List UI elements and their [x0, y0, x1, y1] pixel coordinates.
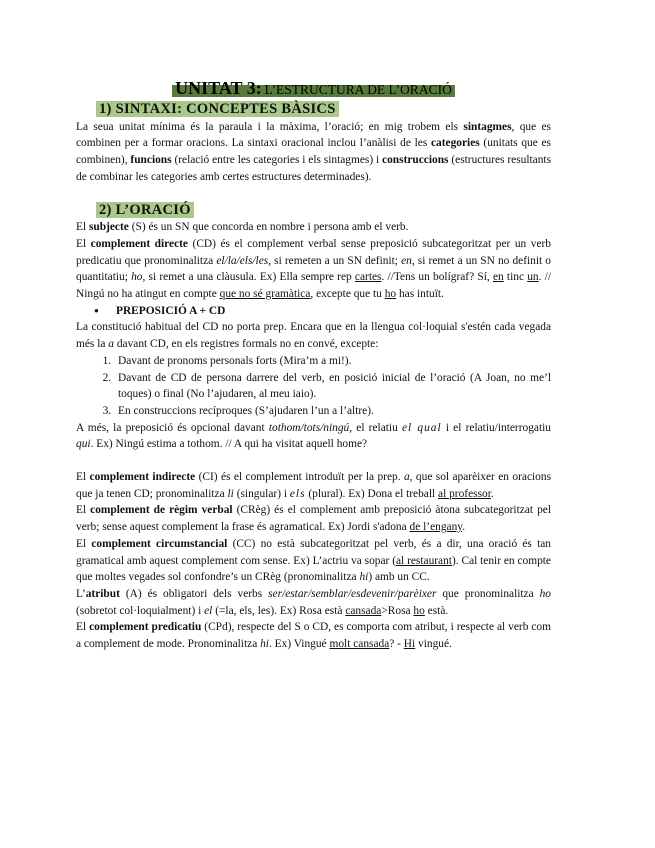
title-highlight: [172, 78, 455, 98]
section-heading-sintaxi: 1) SINTAXI: CONCEPTES BÀSICS: [96, 101, 551, 119]
list-item: 3. En construccions recíproques (S’ajudaren l’un a l’altre).: [114, 403, 551, 420]
paragraph-complement-predicatiu: El complement predicatiu (CPd), respecte del S o CD, es comporta com atribut, i respecte al verb com a complement de mode. Pronominalitza hi. Ex) Vingué molt cansada? - Hi vingué.: [76, 621, 551, 651]
title-subtitle: L’ESTRUCTURA DE L’ORACIÓ: [264, 82, 452, 97]
paragraph-sintaxi: La seua unitat mínima és la paraula i la màxima, l’oració; en mig trobem els sintagmes, que es combinen per a formar oracions. La sintaxi oracional inclou l’anàlisi de les categories (unitats que es combinen), funcions (relació entre les categories i els sintagmes) i construccions (estructures resultants de combinar les categories amb certes estructures determinades).: [76, 120, 552, 183]
title-unit: UNITAT 3:: [175, 78, 262, 98]
list-item: 1. Davant de pronoms personals forts (Mira’m a mi!).: [114, 353, 551, 370]
paragraph-preposicio-opcional: A més, la preposició és opcional davant tothom/tots/ningú, el relatiu el qual i el relatiu/interrogatiu qui. Ex) Ningú estima a tothom. // A qui ha visitat aquell home?: [76, 421, 551, 451]
bullet-list: [76, 303, 551, 320]
document-page: [76, 78, 551, 653]
paragraph-preposicio: La constitució habitual del CD no porta prep. Encara que en la llengua col·loquial s'estén cada vegada més la a davant CD, en els registres formals no en convé, excepte:: [76, 321, 551, 351]
spacer: [76, 453, 551, 469]
paragraph-complement-directe: El complement directe (CD) és el complement verbal sense preposició subcategoritzat per un verb predicatiu que pronominalitza el/la/els/les, si remeten a un SN definit; en, si remet a un SN no definit o quantitatiu; ho, si remet a una clàusula. Ex) Ella sempre rep cartes. //Tens un bolígraf? Sí, en tinc un. // Ningú no ha atingut en compte que no sé gramàtica, excepte que tu ho has intuït.: [76, 237, 552, 301]
paragraph-complement-regim: El complement de règim verbal (CRèg) és el complement amb preposició àtona subcategoritzat pel verb; sense aquest complement la frase és agramatical. Ex) Jordi s'adona de l’engany.: [76, 504, 551, 534]
paragraph-complement-circumstancial: El complement circumstancial (CC) no està subcategoritzat pel verb, és a dir, una oració és tan gramatical amb aquest complement com sense. Ex) L’actriu va sopar (al restaurant). Cal tenir en compte que moltes vegades sol confondre’s un CRèg (pronominalitza hi) amb un CC.: [76, 537, 551, 584]
page-title: [76, 78, 551, 101]
paragraph-complement-indirecte: El complement indirecte (CI) és el complement introduït per la prep. a, que sol aparèixer en oracions que ja tenen CD; pronominalitza li (singular) i els (plural). Ex) Dona el treball al professor.: [76, 471, 551, 500]
paragraph-subjecte: El subjecte (S) és un SN que concorda en nombre i persona amb el verb.: [76, 221, 409, 234]
bullet-preposicio: ● PREPOSICIÓ A + CD: [116, 303, 551, 320]
numbered-list: [76, 353, 551, 420]
section-heading-oracio: 2) L’ORACIÓ: [96, 202, 551, 220]
paragraph-atribut: L’atribut (A) és obligatori dels verbs ser/estar/semblar/esdevenir/parèixer que pronominalitza ho (sobretot col·loquialment) i el (=la, els, les). Ex) Rosa està cansada>Rosa ho està.: [76, 587, 551, 617]
list-item: 2. Davant de CD de persona darrere del verb, en posició inicial de l’oració (A Joan, no me’l toques) o final (No l’ajudaren, al meu iaio).: [114, 370, 551, 403]
